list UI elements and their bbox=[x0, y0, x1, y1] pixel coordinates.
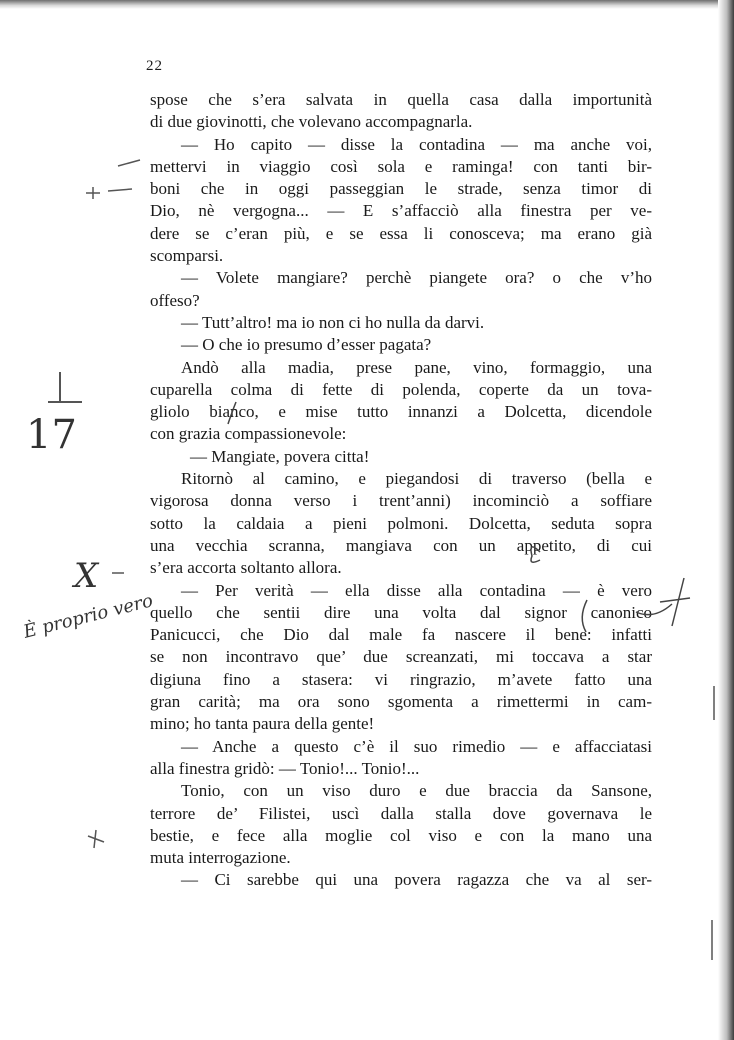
text-line: gran carità; ma ora sono sgomenta a rimettermi in cam- bbox=[150, 692, 652, 712]
text-line: sotto la caldaia a pieni polmoni. Dolcetta, seduta sopra bbox=[150, 513, 652, 533]
text-line: muta interrogazione. bbox=[150, 848, 291, 868]
text-line: — Tutt’altro! ma io non ci ho nulla da darvi. bbox=[181, 312, 485, 332]
text-line: Dio, nè vergogna... — E s’affacciò alla finestra per ve- bbox=[150, 201, 652, 221]
margin-note-cross: X bbox=[74, 556, 99, 596]
text-line: Tonio, con un viso duro e due braccia da Sansone, bbox=[181, 781, 652, 801]
margin-dash-mark bbox=[118, 160, 140, 166]
margin-note-number: 17 bbox=[26, 412, 77, 458]
text-line: scomparsi. bbox=[150, 246, 224, 266]
text-line: — Ci sarebbe qui una povera ragazza che va al ser- bbox=[181, 870, 652, 890]
text-line: offeso? bbox=[150, 290, 200, 310]
text-line: — Mangiate, povera citta! bbox=[190, 446, 370, 466]
text-line: se non incontravo que’ due screanzati, mi toccava a star bbox=[150, 647, 652, 667]
text-insertion-mark bbox=[228, 402, 236, 424]
text-line: — Per verità — ella disse alla contadina — è vero bbox=[181, 580, 652, 600]
margin-dash-mark bbox=[108, 189, 132, 191]
text-circle-mark bbox=[531, 547, 540, 562]
text-line: boni che in oggi passeggian le strade, senza timor di bbox=[150, 179, 652, 199]
text-line: digiuna fino a stasera: vi ringrazio, m’avete fatto una bbox=[150, 669, 652, 689]
text-underline-mark bbox=[636, 604, 672, 615]
text-line: Ritornò al camino, e piegandosi di traverso (bella e bbox=[181, 469, 652, 489]
text-line: mettervi in viaggio così sola e raminga! con tanti bir- bbox=[150, 156, 652, 176]
margin-dash-mark bbox=[88, 836, 104, 842]
text-line: gliolo bianco, e mise tutto innanzi a Dolcetta, dicendole bbox=[150, 402, 652, 422]
text-line: — Volete mangiare? perchè piangete ora? o che v’ho bbox=[181, 268, 652, 288]
text-line: Andò alla madia, prese pane, vino, formaggio, una bbox=[181, 357, 652, 377]
text-line: quello che sentii dire una volta dal signor canonico bbox=[150, 602, 652, 622]
text-line: bestie, e fece alla moglie col viso e con la mano una bbox=[150, 825, 652, 845]
margin-slash-mark bbox=[660, 598, 690, 602]
margin-slash-mark bbox=[672, 578, 684, 626]
text-line: terrore de’ Filistei, uscì dalla stalla dove governava le bbox=[150, 803, 652, 823]
text-line: di due giovinotti, che volevano accompagnarla. bbox=[150, 112, 473, 132]
text-line: — O che io presumo d’esser pagata? bbox=[181, 335, 432, 355]
text-line: mino; ho tanta paura della gente! bbox=[150, 714, 375, 734]
text-bracket-mark bbox=[582, 600, 587, 632]
text-line: Panicucci, che Dio dal male fa nascere il bene: infatti bbox=[150, 625, 652, 645]
text-line: cuparella colma di fette di polenda, coperte da un tova- bbox=[150, 379, 652, 399]
text-line: dere se c’eran più, e se essa li conosceva; ma erano già bbox=[150, 223, 652, 243]
text-line: — Ho capito — disse la contadina — ma anche voi, bbox=[181, 134, 652, 154]
text-line: una vecchia scranna, mangiava con un appetito, di cui bbox=[150, 535, 652, 555]
text-line: s’era accorta soltanto allora. bbox=[150, 558, 342, 578]
text-line: vigorosa donna verso i trent’anni) incominciò a soffiare bbox=[150, 491, 652, 511]
text-line: alla finestra gridò: — Tonio!... Tonio!... bbox=[150, 758, 420, 778]
page-number: 22 bbox=[146, 58, 163, 74]
text-line: spose che s’era salvata in quella casa dalla importunità bbox=[150, 90, 652, 109]
text-line: con grazia compassionevole: bbox=[150, 424, 347, 444]
margin-dash-mark bbox=[94, 830, 96, 848]
margin-note-handwritten: È proprio vero bbox=[21, 590, 156, 643]
text-line: — Anche a questo c’è il suo rimedio — e affacciatasi bbox=[181, 736, 652, 756]
